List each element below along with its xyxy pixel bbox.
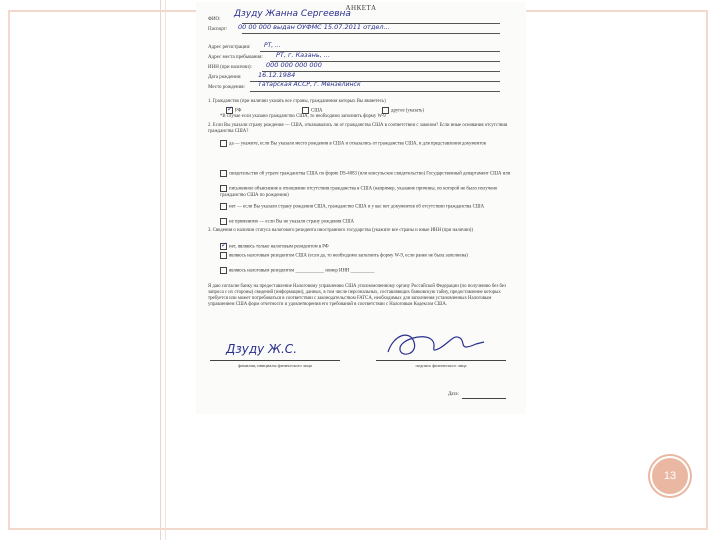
field-underline [242,33,500,34]
option-label: свидетельство об утрате гражданства США по форме DS-4083 (или консульское свидетельство) Государственный департамент США или [229,171,511,177]
field-row-passport [208,23,508,34]
field-row-registration [208,44,508,52]
handwritten-name: Дзуду Ж.С. [226,342,298,356]
checkbox[interactable] [302,107,309,114]
q2-option[interactable] [220,140,514,148]
date-underline [462,398,506,399]
name-caption: фамилия, инициалы физического лица [238,363,312,368]
handwritten-value: Дзуду Жанна Сергеевна [234,9,351,19]
handwritten-value: 16.12.1984 [258,71,296,79]
checkbox-checked[interactable] [226,107,233,114]
checkbox[interactable] [220,185,227,192]
q2-option[interactable] [220,185,514,199]
page-number-badge: 13 [650,456,690,496]
checkbox-checked[interactable] [220,243,227,250]
field-underline [262,71,500,72]
option-label: другое (указать) [391,108,424,114]
field-label: Место рождения: [208,85,245,90]
signature-stroke [388,335,484,354]
checkbox[interactable] [220,140,227,147]
option-label: являюсь налоговым резидентом США (если да, то необходимо заполнить форму W-9, если ранее не была заполнена) [229,253,468,259]
signature-underline [376,360,506,361]
date-label: Дата: [448,392,459,397]
checkbox[interactable] [382,107,389,114]
q2-option[interactable] [220,170,514,178]
checkbox[interactable] [220,218,227,225]
option-label: США [311,108,323,114]
option-label: да — укажите, если Вы указали место рождения в США и отказались от гражданства США, и для представления документов [229,141,486,147]
checkbox[interactable] [220,170,227,177]
option-label: нет, являюсь только налоговым резидентом в РФ [229,244,329,250]
option-label: нет — если Вы указали страну рождения США, гражданство США и у вас нет документов об отсутствии гражданства США [229,204,485,210]
option-label: письменное объяснение в отношении отсутствия гражданства в США (например, указание причины, по которой не было получено гражданство США по рождению) [220,186,498,198]
q1-note: *В случае если указано гражданство США, то необходимо заполнить форму W-9 [220,114,386,119]
field-label: Адрес места пребывания: [208,55,263,60]
name-underline [210,360,340,361]
field-label: Адрес регистрации: [208,45,251,50]
field-row-residence [208,51,508,62]
q3-option[interactable] [220,252,514,260]
signature-image [380,328,490,362]
handwritten-value: 000 000 000 000 [266,61,322,69]
option-label: являюсь налоговым резидентом ____________ номер ИНН __________ [229,268,375,274]
field-row-inn [208,61,508,72]
q2-option[interactable] [220,218,514,226]
field-label: Дата рождения: [208,75,242,80]
question-3: 3. Сведения о наличии статуса налогового резидента иностранного государства (укажите все страны и иные ИНН (при наличии)) [208,228,473,233]
q3-option[interactable] [220,243,514,251]
consent-paragraph: Я даю согласие банку на предоставление Налоговому управлению США уполномоченному органу Российской Федерации (по получению без без запроса с их стороны) сведений (информации), данных, в том числе персональных, составляющих банковскую тайну, предоставление которых требуется или может потребоваться в соответствии с законодательством FATCA, необходимых для заполнения установленных Налоговым управлением США форм отчетности и удовлетворения его требований в соответствии с Налоговым Кодексом США. [208,284,506,307]
field-label: ИНН (при наличии): [208,65,252,70]
field-label: ФИО: [208,17,221,22]
question-1: 1. Гражданство (при наличии указать все страны, гражданином которых Вы являетесь) [208,99,386,104]
field-row-birthplace [208,81,508,92]
handwritten-value: РТ, г. Казань, ... [276,51,331,59]
q2-option[interactable] [220,203,514,211]
checkbox[interactable] [220,267,227,274]
option-label: РФ [235,108,242,114]
field-underline [250,91,500,92]
question-2: 2. Если Вы указали страну рождения — США, отказывались ли от гражданства США в соответствии с законом? Если иные основания отсутствия гражданства США? [208,123,508,134]
checkbox[interactable] [220,252,227,259]
checkbox[interactable] [220,203,227,210]
option-label: не применимо — если Вы не указали страну рождения США [229,219,355,225]
signature-caption: подпись физического лица [415,363,467,368]
form-title: АНКЕТА [345,4,377,12]
handwritten-value: РТ, ... [264,42,281,49]
scanned-form [196,2,526,414]
field-label: Паспорт: [208,27,228,32]
q3-option[interactable] [220,267,514,275]
handwritten-value: 00 00 000 выдан ОУФМС 15.07.2011 отдел... [238,23,390,31]
handwritten-value: Татарская АССР, г. Мензелинск [258,81,361,88]
